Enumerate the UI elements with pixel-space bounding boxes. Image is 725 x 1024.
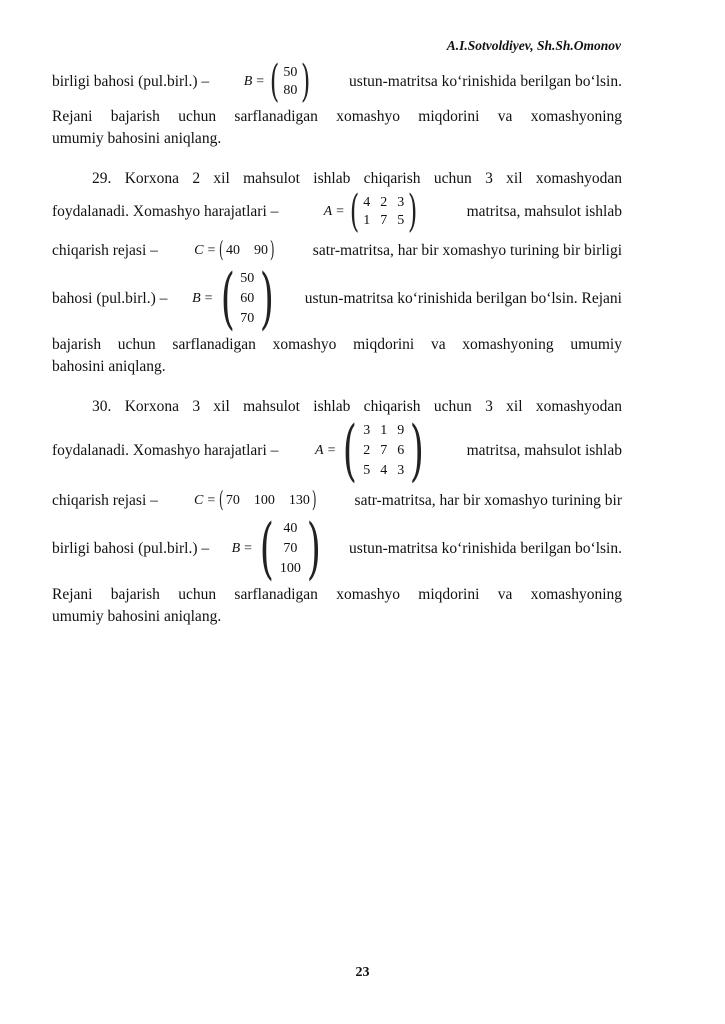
paragraph-line: bajarish uchun sarflanadigan xomashyo miqdorini va xomashyoning umumiy [52, 336, 622, 353]
matrix-cells [283, 65, 297, 99]
matrix-cell: 5 [363, 463, 371, 478]
matrix-cell: 9 [397, 423, 405, 438]
paragraph-line: umumiy bahosini aniqlang. [52, 130, 222, 147]
matrix-cells [226, 243, 268, 259]
left-paren: ( [270, 56, 280, 107]
matrix-cell: 2 [363, 443, 371, 458]
matrix-c-30 [194, 490, 318, 512]
text-segment: bahosi (pul.birl.) – [52, 290, 168, 307]
matrix-cell: 40 [225, 243, 240, 258]
matrix-cell: 70 [240, 311, 255, 326]
matrix-cell: 7 [380, 213, 388, 228]
problem-29-line-4 [52, 260, 622, 337]
paragraph-line: umumiy bahosini aniqlang. [52, 608, 222, 625]
text-segment: ustun-matritsa ko‘rinishida berilgan bo‘lsin. Rejani [304, 290, 622, 307]
matrix-b-top [243, 56, 315, 107]
text-segment: satr-matritsa, har bir xomashyo turining bir [354, 492, 622, 509]
matrix-cells [240, 271, 254, 327]
matrix-label: B [231, 541, 241, 556]
matrix-cell: 60 [240, 291, 255, 306]
matrix-cell: 6 [397, 443, 405, 458]
running-header: A.I.Sotvoldiyev, Sh.Sh.Omonov [446, 38, 621, 53]
matrix-cell: 4 [363, 195, 371, 210]
matrix-label: B [192, 291, 201, 306]
matrix-b-29 [192, 260, 280, 337]
matrix-cell: 80 [283, 83, 298, 98]
left-paren: ( [219, 238, 225, 263]
right-paren: ) [408, 186, 418, 237]
equals-sign: = [244, 541, 253, 556]
matrix-cells [280, 521, 301, 577]
right-paren: ) [269, 238, 275, 263]
matrix-cell: 1 [380, 423, 388, 438]
equals-sign: = [207, 243, 216, 258]
matrix-cells [363, 423, 404, 479]
paragraph-line: Rejani bajarish uchun sarflanadigan xomashyo miqdorini va xomashyoning [52, 108, 622, 125]
problem-29-line-3 [52, 240, 622, 262]
problem-30-line-4 [52, 510, 622, 587]
matrix-cell: 100 [279, 561, 301, 576]
right-paren: ) [301, 56, 311, 107]
equals-sign: = [204, 291, 213, 306]
right-paren: ) [410, 412, 425, 489]
matrix-a-29 [323, 186, 422, 237]
paragraph-line: bahosini aniqlang. [52, 358, 166, 375]
equals-sign: = [256, 74, 265, 89]
matrix-cell: 7 [380, 443, 388, 458]
equals-sign: = [207, 493, 216, 508]
paragraph-line: Rejani bajarish uchun sarflanadigan xomashyo miqdorini va xomashyoning [52, 586, 622, 603]
matrix-cell: 50 [240, 271, 255, 286]
matrix-b-30 [231, 510, 327, 587]
problem-30-line-2 [52, 412, 622, 489]
matrix-a-30 [315, 412, 430, 489]
text-segment: birligi bahosi (pul.birl.) – [52, 540, 210, 557]
text-segment: birligi bahosi (pul.birl.) – [52, 73, 210, 90]
right-paren: ) [311, 488, 317, 513]
text-segment: satr-matritsa, har bir xomashyo turining bir birligi [312, 242, 622, 259]
equals-sign: = [336, 204, 345, 219]
matrix-cell: 1 [363, 213, 371, 228]
top-line-1 [52, 56, 622, 107]
matrix-cell: 130 [288, 493, 310, 508]
matrix-cell: 4 [380, 463, 388, 478]
text-segment: matritsa, mahsulot ishlab [466, 442, 622, 459]
matrix-label: C [194, 243, 204, 258]
text-segment: foydalanadi. Xomashyo harajatlari – [52, 442, 279, 459]
matrix-c-29 [194, 240, 276, 262]
problem-30-line-3 [52, 490, 622, 512]
matrix-label: B [243, 74, 253, 89]
page-number: 23 [355, 965, 370, 980]
matrix-cells [226, 493, 310, 509]
matrix-cell: 40 [283, 521, 298, 536]
problem-29-line-2 [52, 186, 622, 237]
matrix-cell: 90 [253, 243, 268, 258]
matrix-cell: 5 [397, 213, 405, 228]
text-segment: chiqarish rejasi – [52, 242, 158, 259]
text-segment: matritsa, mahsulot ishlab [466, 203, 622, 220]
matrix-cell: 100 [253, 493, 275, 508]
matrix-cell: 70 [283, 541, 298, 556]
matrix-cell: 3 [397, 463, 405, 478]
matrix-cell: 70 [225, 493, 240, 508]
left-paren: ( [343, 412, 358, 489]
problem-30-heading: 30. Korxona 3 xil mahsulot ishlab chiqarish uchun 3 xil xomashyodan [92, 398, 622, 415]
matrix-cell: 3 [397, 195, 405, 210]
matrix-label: C [194, 493, 204, 508]
matrix-label: A [323, 204, 333, 219]
matrix-cells [363, 195, 404, 229]
problem-29-heading: 29. Korxona 2 xil mahsulot ishlab chiqarish uchun 3 xil xomashyodan [92, 170, 622, 187]
left-paren: ( [259, 510, 275, 587]
left-paren: ( [349, 186, 360, 237]
matrix-label: A [315, 443, 324, 458]
matrix-cell: 2 [380, 195, 388, 210]
text-segment: ustun-matritsa ko‘rinishida berilgan bo‘lsin. [349, 73, 622, 90]
text-segment: foydalanadi. Xomashyo harajatlari – [52, 203, 279, 220]
text-segment: ustun-matritsa ko‘rinishida berilgan bo‘lsin. [349, 540, 622, 557]
page-content [52, 56, 622, 628]
left-paren: ( [219, 488, 224, 513]
equals-sign: = [327, 443, 336, 458]
matrix-cell: 3 [363, 423, 371, 438]
matrix-cell: 50 [283, 65, 298, 80]
text-segment: chiqarish rejasi – [52, 492, 158, 509]
right-paren: ) [306, 510, 321, 587]
left-paren: ( [220, 260, 235, 337]
right-paren: ) [260, 260, 275, 337]
